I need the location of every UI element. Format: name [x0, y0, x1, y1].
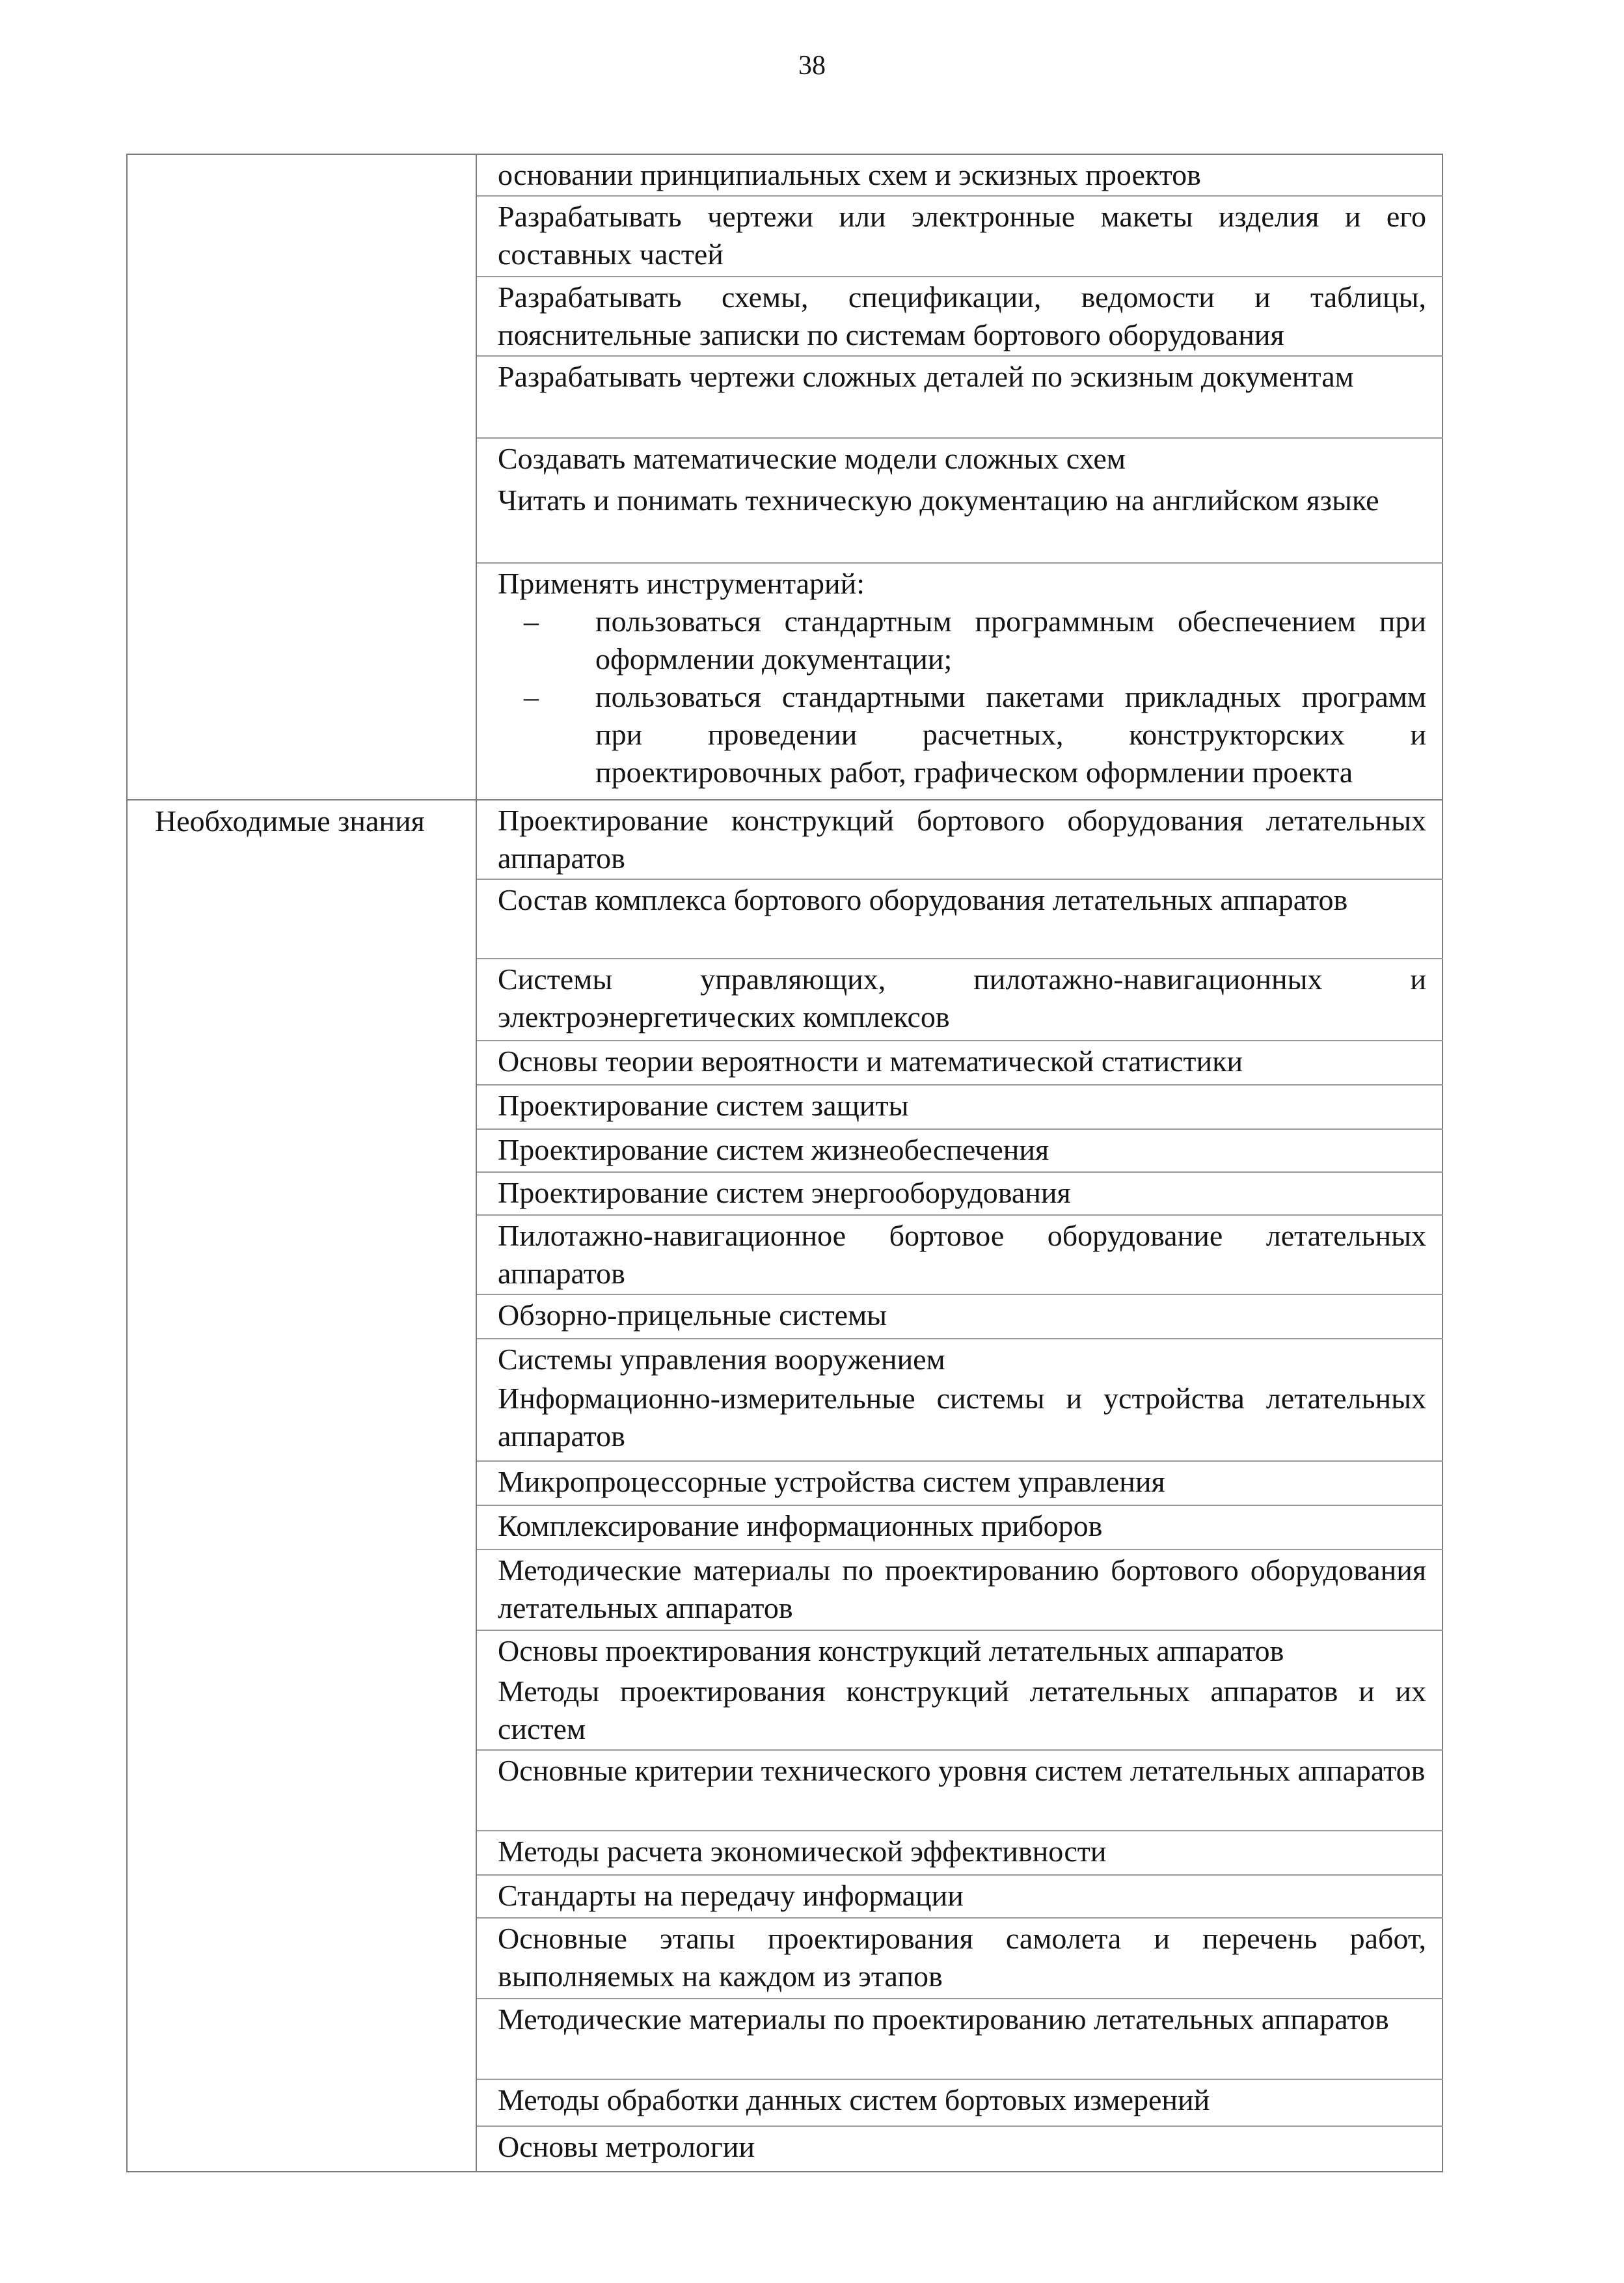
page-number: 38 [798, 51, 826, 81]
knowledge-item: Информационно-измерительные системы и устройства летательных аппаратов [477, 1378, 1443, 1462]
knowledge-item: Системы управления вооружением [498, 1343, 945, 1376]
knowledge-item: Методы расчета экономической эффективности [477, 1831, 1443, 1876]
knowledge-item: Основы метрологии [498, 2130, 755, 2163]
dash-marker: – [524, 680, 539, 713]
tools-list [498, 603, 1426, 791]
skill-item: Читать и понимать техническую документацию на английском языке [477, 480, 1443, 564]
tools-item [477, 564, 1443, 799]
dash-marker: – [524, 605, 539, 638]
skill-item: Разрабатывать чертежи сложных деталей по эскизным документам [477, 357, 1443, 439]
knowledge-item: Состав комплекса бортового оборудования летательных аппаратов [477, 880, 1443, 959]
knowledge-item: Обзорно-прицельные системы [477, 1295, 1443, 1339]
knowledge-item: Методы проектирования конструкций летательных аппаратов и их систем [477, 1671, 1443, 1751]
knowledge-item: Проектирование систем жизнеобеспечения [477, 1130, 1443, 1173]
knowledge-item: Системы управляющих, пилотажно-навигационных и электроэнергетических комплексов [477, 959, 1443, 1041]
knowledge-item: Микропроцессорные устройства систем управления [477, 1462, 1443, 1506]
knowledge-item: Методические материалы по проектированию летательных аппаратов [477, 1999, 1443, 2080]
knowledge-section-label: Необходимые знания [155, 804, 425, 838]
skill-item: Разрабатывать чертежи или электронные макеты изделия и его составных частей [477, 197, 1443, 277]
knowledge-item: Основные этапы проектирования самолета и перечень работ, выполняемых на каждом из этапов [477, 1919, 1443, 1999]
knowledge-item: Пилотажно-навигационное бортовое оборудование летательных аппаратов [477, 1216, 1443, 1295]
tools-bullet: – пользоваться стандартными пакетами прикладных программ при проведении расчетных, конструкторских и проектировочных работ, графическом оформлении проекта [498, 678, 1426, 791]
knowledge-item: Основы проектирования конструкций летательных аппаратов [498, 1634, 1284, 1667]
knowledge-item: Основы теории вероятности и математической статистики [477, 1041, 1443, 1086]
knowledge-item: Стандарты на передачу информации [477, 1876, 1443, 1919]
knowledge-item: Методы обработки данных систем бортовых измерений [477, 2080, 1443, 2127]
knowledge-item: Комплексирование информационных приборов [477, 1506, 1443, 1550]
knowledge-item: Методические материалы по проектированию бортового оборудования летательных аппаратов [477, 1550, 1443, 1631]
tools-intro: Применять инструментарий: [498, 567, 865, 600]
knowledge-item: Проектирование систем энергооборудования [477, 1173, 1443, 1216]
tools-bullet: – пользоваться стандартным программным обеспечением при оформлении документации; [498, 603, 1426, 678]
knowledge-item: Проектирование систем защиты [477, 1086, 1443, 1130]
skill-item: Создавать математические модели сложных схем [498, 442, 1126, 475]
knowledge-item: Проектирование конструкций бортового оборудования летательных аппаратов [477, 800, 1443, 880]
skill-item: Разрабатывать схемы, спецификации, ведомости и таблицы, пояснительные записки по системам бортового оборудования [477, 277, 1443, 357]
skill-item: основании принципиальных схем и эскизных проектов [477, 155, 1443, 197]
knowledge-item: Основные критерии технического уровня систем летательных аппаратов [477, 1751, 1443, 1831]
